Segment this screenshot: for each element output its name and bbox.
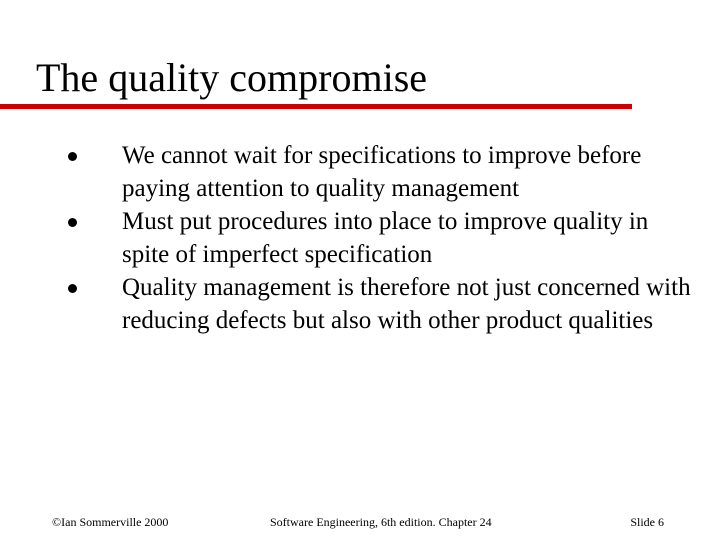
bullet-text: Quality management is therefore not just concerned with reducing defects but also with other product qualities [122,274,691,334]
bullet-item [0,139,692,205]
bullet-dot-icon [68,152,77,161]
footer-copyright: ©Ian Sommerville 2000 [52,515,169,529]
bullet-text: Must put procedures into place to improve quality in spite of imperfect specification [122,208,649,268]
slide-title: The quality compromise [36,55,428,100]
bullet-dot-icon [68,284,77,293]
footer-book-title: Software Engineering, 6th edition. Chapter 24 [270,515,492,529]
bullet-item [0,271,692,337]
bullet-dot-icon [68,218,77,227]
bullet-item [0,205,692,271]
bullet-text: We cannot wait for specifications to improve before paying attention to quality management [122,142,642,202]
footer-slide-number: Slide 6 [630,515,664,529]
title-underline [0,104,632,109]
bullet-list [0,139,720,337]
